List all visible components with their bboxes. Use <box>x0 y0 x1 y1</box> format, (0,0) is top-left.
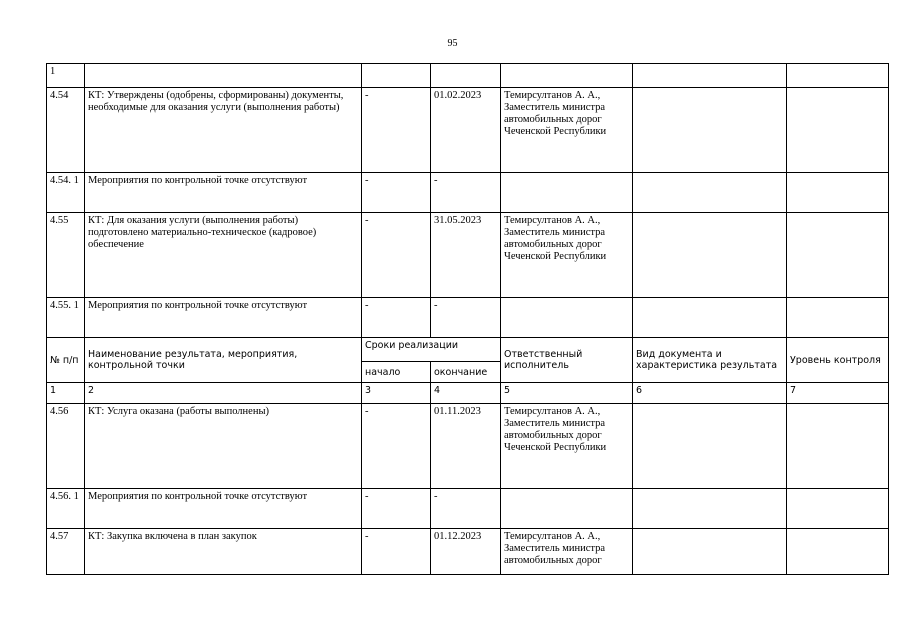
cell-name: Мероприятия по контрольной точке отсутствуют <box>85 298 362 338</box>
header-doc: Вид документа и характеристика результата <box>633 338 787 383</box>
colnum-5: 5 <box>501 383 633 404</box>
table-row <box>47 64 889 88</box>
cell-num: 4.55. 1 <box>47 298 85 338</box>
cell-name: Мероприятия по контрольной точке отсутствуют <box>85 489 362 529</box>
header-name: Наименование результата, мероприятия, контрольной точки <box>85 338 362 383</box>
cell-num: 4.57 <box>47 529 85 575</box>
colnum-2: 2 <box>85 383 362 404</box>
cell-name: КТ: Услуга оказана (работы выполнены) <box>85 404 362 489</box>
cell-name: КТ: Для оказания услуги (выполнения работы) подготовлено материально-техническое (кадровое) обеспечение <box>85 213 362 298</box>
cell-name: КТ: Утверждены (одобрены, сформированы) документы, необходимые для оказания услуги (выполнения работы) <box>85 88 362 173</box>
header-end: окончание <box>431 362 501 383</box>
cell-start: - <box>362 213 431 298</box>
header-level: Уровень контроля <box>787 338 889 383</box>
cell-start: - <box>362 404 431 489</box>
cell-doc <box>633 173 787 213</box>
cell-start: - <box>362 88 431 173</box>
table-row <box>47 529 889 575</box>
cell-name: Мероприятия по контрольной точке отсутствуют <box>85 173 362 213</box>
cell-doc <box>633 64 787 88</box>
cell-responsible: Темирсултанов А. А., Заместитель министра автомобильных дорог <box>501 529 633 575</box>
cell-responsible <box>501 298 633 338</box>
cell-level <box>787 213 889 298</box>
cell-num: 4.56 <box>47 404 85 489</box>
cell-start: - <box>362 489 431 529</box>
cell-responsible: Темирсултанов А. А., Заместитель министра автомобильных дорог Чеченской Республики <box>501 404 633 489</box>
cell-start <box>362 64 431 88</box>
colnum-3: 3 <box>362 383 431 404</box>
cell-num: 1 <box>47 64 85 88</box>
cell-doc <box>633 404 787 489</box>
column-numbers-row <box>47 383 889 404</box>
cell-end: 01.02.2023 <box>431 88 501 173</box>
cell-name <box>85 64 362 88</box>
colnum-6: 6 <box>633 383 787 404</box>
table-row <box>47 213 889 298</box>
table-row <box>47 173 889 213</box>
cell-end: - <box>431 298 501 338</box>
page-number: 95 <box>447 38 458 49</box>
plan-table <box>46 63 889 575</box>
cell-num: 4.56. 1 <box>47 489 85 529</box>
cell-doc <box>633 489 787 529</box>
cell-num: 4.55 <box>47 213 85 298</box>
cell-doc <box>633 213 787 298</box>
cell-end <box>431 64 501 88</box>
cell-level <box>787 404 889 489</box>
header-responsible: Ответственный исполнитель <box>501 338 633 383</box>
cell-num: 4.54. 1 <box>47 173 85 213</box>
cell-end: 01.11.2023 <box>431 404 501 489</box>
table-header-row <box>47 338 889 362</box>
header-start: начало <box>362 362 431 383</box>
cell-start: - <box>362 529 431 575</box>
cell-level <box>787 489 889 529</box>
cell-responsible <box>501 173 633 213</box>
cell-end: 01.12.2023 <box>431 529 501 575</box>
cell-name: КТ: Закупка включена в план закупок <box>85 529 362 575</box>
colnum-4: 4 <box>431 383 501 404</box>
cell-level <box>787 173 889 213</box>
cell-level <box>787 298 889 338</box>
cell-responsible <box>501 489 633 529</box>
cell-level <box>787 529 889 575</box>
cell-start: - <box>362 173 431 213</box>
colnum-7: 7 <box>787 383 889 404</box>
cell-start: - <box>362 298 431 338</box>
cell-doc <box>633 298 787 338</box>
cell-end: - <box>431 173 501 213</box>
cell-responsible <box>501 64 633 88</box>
colnum-1: 1 <box>47 383 85 404</box>
cell-level <box>787 88 889 173</box>
cell-end: 31.05.2023 <box>431 213 501 298</box>
table-row <box>47 404 889 489</box>
header-terms: Сроки реализации <box>362 338 501 362</box>
cell-num: 4.54 <box>47 88 85 173</box>
cell-doc <box>633 88 787 173</box>
cell-responsible: Темирсултанов А. А., Заместитель министра автомобильных дорог Чеченской Республики <box>501 88 633 173</box>
cell-doc <box>633 529 787 575</box>
table-row <box>47 88 889 173</box>
table-row <box>47 298 889 338</box>
header-num: № п/п <box>47 338 85 383</box>
cell-responsible: Темирсултанов А. А., Заместитель министра автомобильных дорог Чеченской Республики <box>501 213 633 298</box>
table-row <box>47 489 889 529</box>
cell-end: - <box>431 489 501 529</box>
cell-level <box>787 64 889 88</box>
